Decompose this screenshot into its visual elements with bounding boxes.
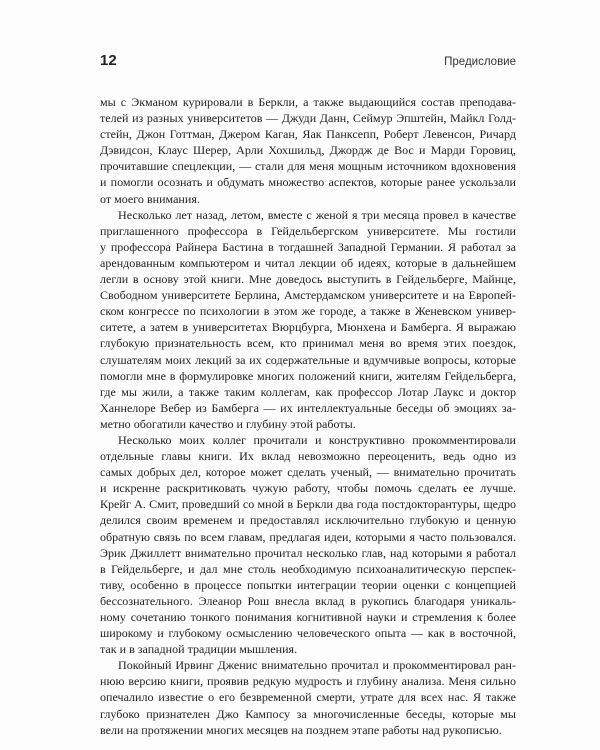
text-line: Эрик Джиллетт внимательно прочитал несколько глав, над которыми я работал <box>100 545 516 560</box>
text-line: бессознательного. Элеанор Рош внесла вклад в рукопись благодаря уникаль- <box>100 593 516 608</box>
text-line: так и в западной традиции мышления. <box>100 642 298 657</box>
text-line: от моего внимания. <box>100 191 200 206</box>
text-line: ситете, а затем в университетах Вюрцбурга, Мюнхена и Бамберга. Я выражаю <box>100 320 516 335</box>
page-number: 12 <box>100 52 117 69</box>
page-header <box>100 52 516 69</box>
text-line: стейн, Джон Готтман, Джером Каган, Яак Панксепп, Роберт Левенсон, Ричард <box>100 127 516 142</box>
text-line: тиву, особенно в процессе попытки интеграции теории оценки с концепцией <box>100 577 516 592</box>
text-line: Покойный Ирвинг Дженис внимательно прочитал и прокомментировал ран- <box>118 658 516 673</box>
text-line: у профессора Райнера Бастина в тогдашней Западной Германии. Я работал за <box>100 239 516 254</box>
text-line: ному сочетанию тонкого понимания когнитивной науки и стремления к более <box>100 610 516 624</box>
paragraph <box>100 94 516 207</box>
body-text <box>100 94 516 738</box>
text-line: где мы жили, а также таким коллегам, как профессор Лотар Лаукс и доктор <box>100 384 516 399</box>
text-line: телей из разных университетов — Джуди Данн, Сеймур Эпштейн, Майкл Голд- <box>100 111 516 126</box>
text-line: метно обогатили качество и глубину этой работы. <box>100 416 356 431</box>
text-line: прочитавшие спецлекции, — стали для меня мощным источником вдохновения <box>100 159 516 174</box>
text-line: Крейг А. Смит, проведший со мной в Беркли два года постдокторантуры, щедро <box>100 497 516 512</box>
text-line: Несколько лет назад, летом, вместе с женой я три месяца провел в качестве <box>118 207 516 222</box>
text-line: глубоко признателен Джо Кампосу за многочисленные беседы, которые мы <box>100 706 516 721</box>
text-line: глубокую признательность всем, кто принимал меня во время этих поездок, <box>100 336 516 351</box>
running-head-title: Предисловие <box>444 56 516 68</box>
text-line: приглашенного профессора в Гейдельбергском университете. Мы гостили <box>100 223 516 238</box>
text-line: Ханнелоре Вебер из Бамберга — их интеллектуальные беседы об эмоциях за- <box>100 400 516 415</box>
text-line: нюю версию книги, проявив редкую мудрость и глубину анализа. Меня сильно <box>100 674 516 689</box>
text-line: слушателям моих лекций за их содержательные и вдумчивые вопросы, которые <box>100 352 516 367</box>
text-line: в Гейдельберге, и дал мне столь необходимую психоаналитическую перспек- <box>100 561 516 576</box>
text-line: широкому и глубокому осмыслению человеческого опыта — как в восточной, <box>100 626 516 641</box>
text-line: опечалило известие о его безвременной смерти, утрате для всех нас. Я также <box>100 690 516 705</box>
paragraph <box>100 657 516 737</box>
text-line: и помогли осознать и обдумать множество аспектов, которые ранее ускользали <box>100 175 516 190</box>
text-line: отдельные главы книги. Их вклад невозможно переоценить, ведь одно из <box>100 449 516 464</box>
text-line: самых добрых дел, которое может сделать ученый, — внимательно прочитать <box>100 465 516 480</box>
text-line: помогли мне в формулировке многих положений книги, жителям Гейдельберга, <box>100 368 516 383</box>
text-line: Дэвидсон, Клаус Шерер, Арли Хохшильд, Джордж де Вос и Марди Горовиц, <box>100 143 516 158</box>
text-line: делился своим временем и предоставлял исключительно глубокую и ценную <box>100 513 516 528</box>
text-line: легли в основу этой книги. Мне доведось выступить в Гейдельберге, Майнце, <box>100 272 516 287</box>
text-line: Свободном университете Берлина, Амстердамском университете и на Европей- <box>100 288 516 303</box>
paragraph <box>100 432 516 657</box>
text-line: вели на протяжении многих месяцев на позднем этапе работы над рукописью. <box>100 722 502 737</box>
text-line: и искренне раскритиковать чужую работу, чтобы помочь сделать ее лучше. <box>100 481 516 496</box>
text-line: арендованным компьютером и читал лекции об идеях, которые в дальнейшем <box>100 255 516 270</box>
text-line: ском конгрессе по психологии в этом же городе, а также в Женевском универ- <box>100 304 516 319</box>
text-line: обратную связь по всем главам, предлагая идеи, которыми я часто пользовался. <box>100 529 516 544</box>
paragraph <box>100 207 516 432</box>
text-line: Несколько моих коллег прочитали и конструктивно прокомментировали <box>118 432 516 447</box>
text-line: мы с Экманом курировали в Беркли, а также выдающийся состав преподава- <box>100 95 516 109</box>
